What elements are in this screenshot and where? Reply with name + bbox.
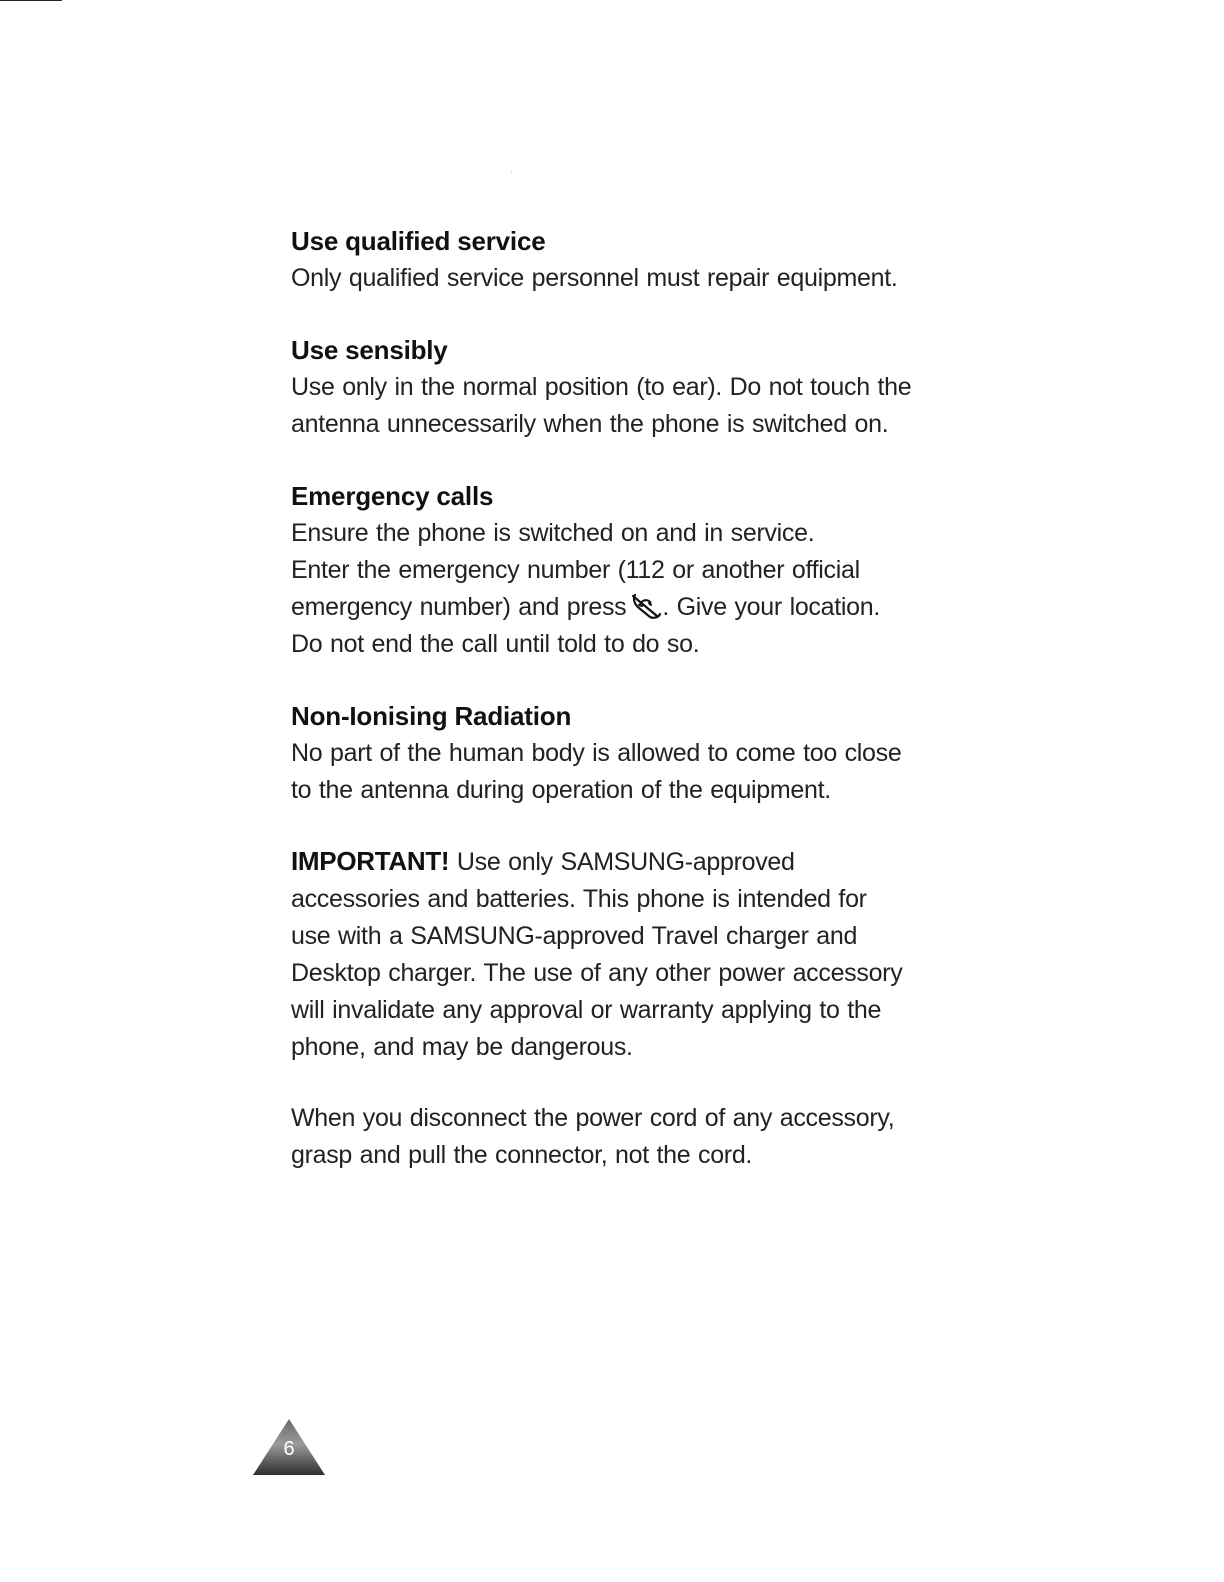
body-line: Ensure the phone is switched on and in service. (291, 519, 815, 547)
section-non-ionising-radiation (291, 697, 971, 809)
section-heading: Emergency calls (291, 481, 494, 511)
important-lead: IMPORTANT! (291, 846, 450, 876)
body-line-with-icon (291, 589, 971, 626)
section-important (291, 843, 971, 1066)
safety-content (291, 222, 971, 1208)
body-line: use with a SAMSUNG-approved Travel charger and (291, 922, 858, 950)
icon-line-after: . Give your location. (662, 593, 880, 621)
important-first-rest: Use only SAMSUNG-approved (449, 848, 795, 876)
section-use-sensibly (291, 331, 971, 443)
body-line: Do not end the call until told to do so. (291, 630, 700, 658)
body-line: Use only in the normal position (to ear). Do not touch the (291, 373, 912, 401)
triangle-page-marker-icon (252, 1418, 326, 1476)
section-disconnect (291, 1100, 971, 1174)
body-line: Only qualified service personnel must repair equipment. (291, 264, 898, 292)
end-call-key-icon (630, 593, 662, 619)
section-heading: Use qualified service (291, 226, 546, 256)
body-line: phone, and may be dangerous. (291, 1033, 633, 1061)
body-line: antenna unnecessarily when the phone is switched on. (291, 410, 889, 438)
icon-line-before: emergency number) and press (291, 593, 627, 621)
section-heading: Use sensibly (291, 335, 448, 365)
section-emergency-calls (291, 477, 971, 663)
important-first-line (291, 843, 971, 881)
corner-rule (0, 0, 62, 1)
body-line: Desktop charger. The use of any other power accessory (291, 959, 903, 987)
section-heading: Non-Ionising Radiation (291, 701, 572, 731)
page-number: 6 (283, 1438, 295, 1460)
body-line: to the antenna during operation of the equipment. (291, 776, 831, 804)
body-line: will invalidate any approval or warranty applying to the (291, 996, 882, 1024)
body-line: accessories and batteries. This phone is intended for (291, 885, 867, 913)
body-line: No part of the human body is allowed to come too close (291, 739, 902, 767)
scan-dot (511, 172, 512, 173)
body-line: When you disconnect the power cord of any accessory, (291, 1104, 895, 1132)
body-line: grasp and pull the connector, not the cord. (291, 1141, 753, 1169)
body-line: Enter the emergency number (112 or another official (291, 556, 860, 584)
section-qualified-service (291, 222, 971, 297)
